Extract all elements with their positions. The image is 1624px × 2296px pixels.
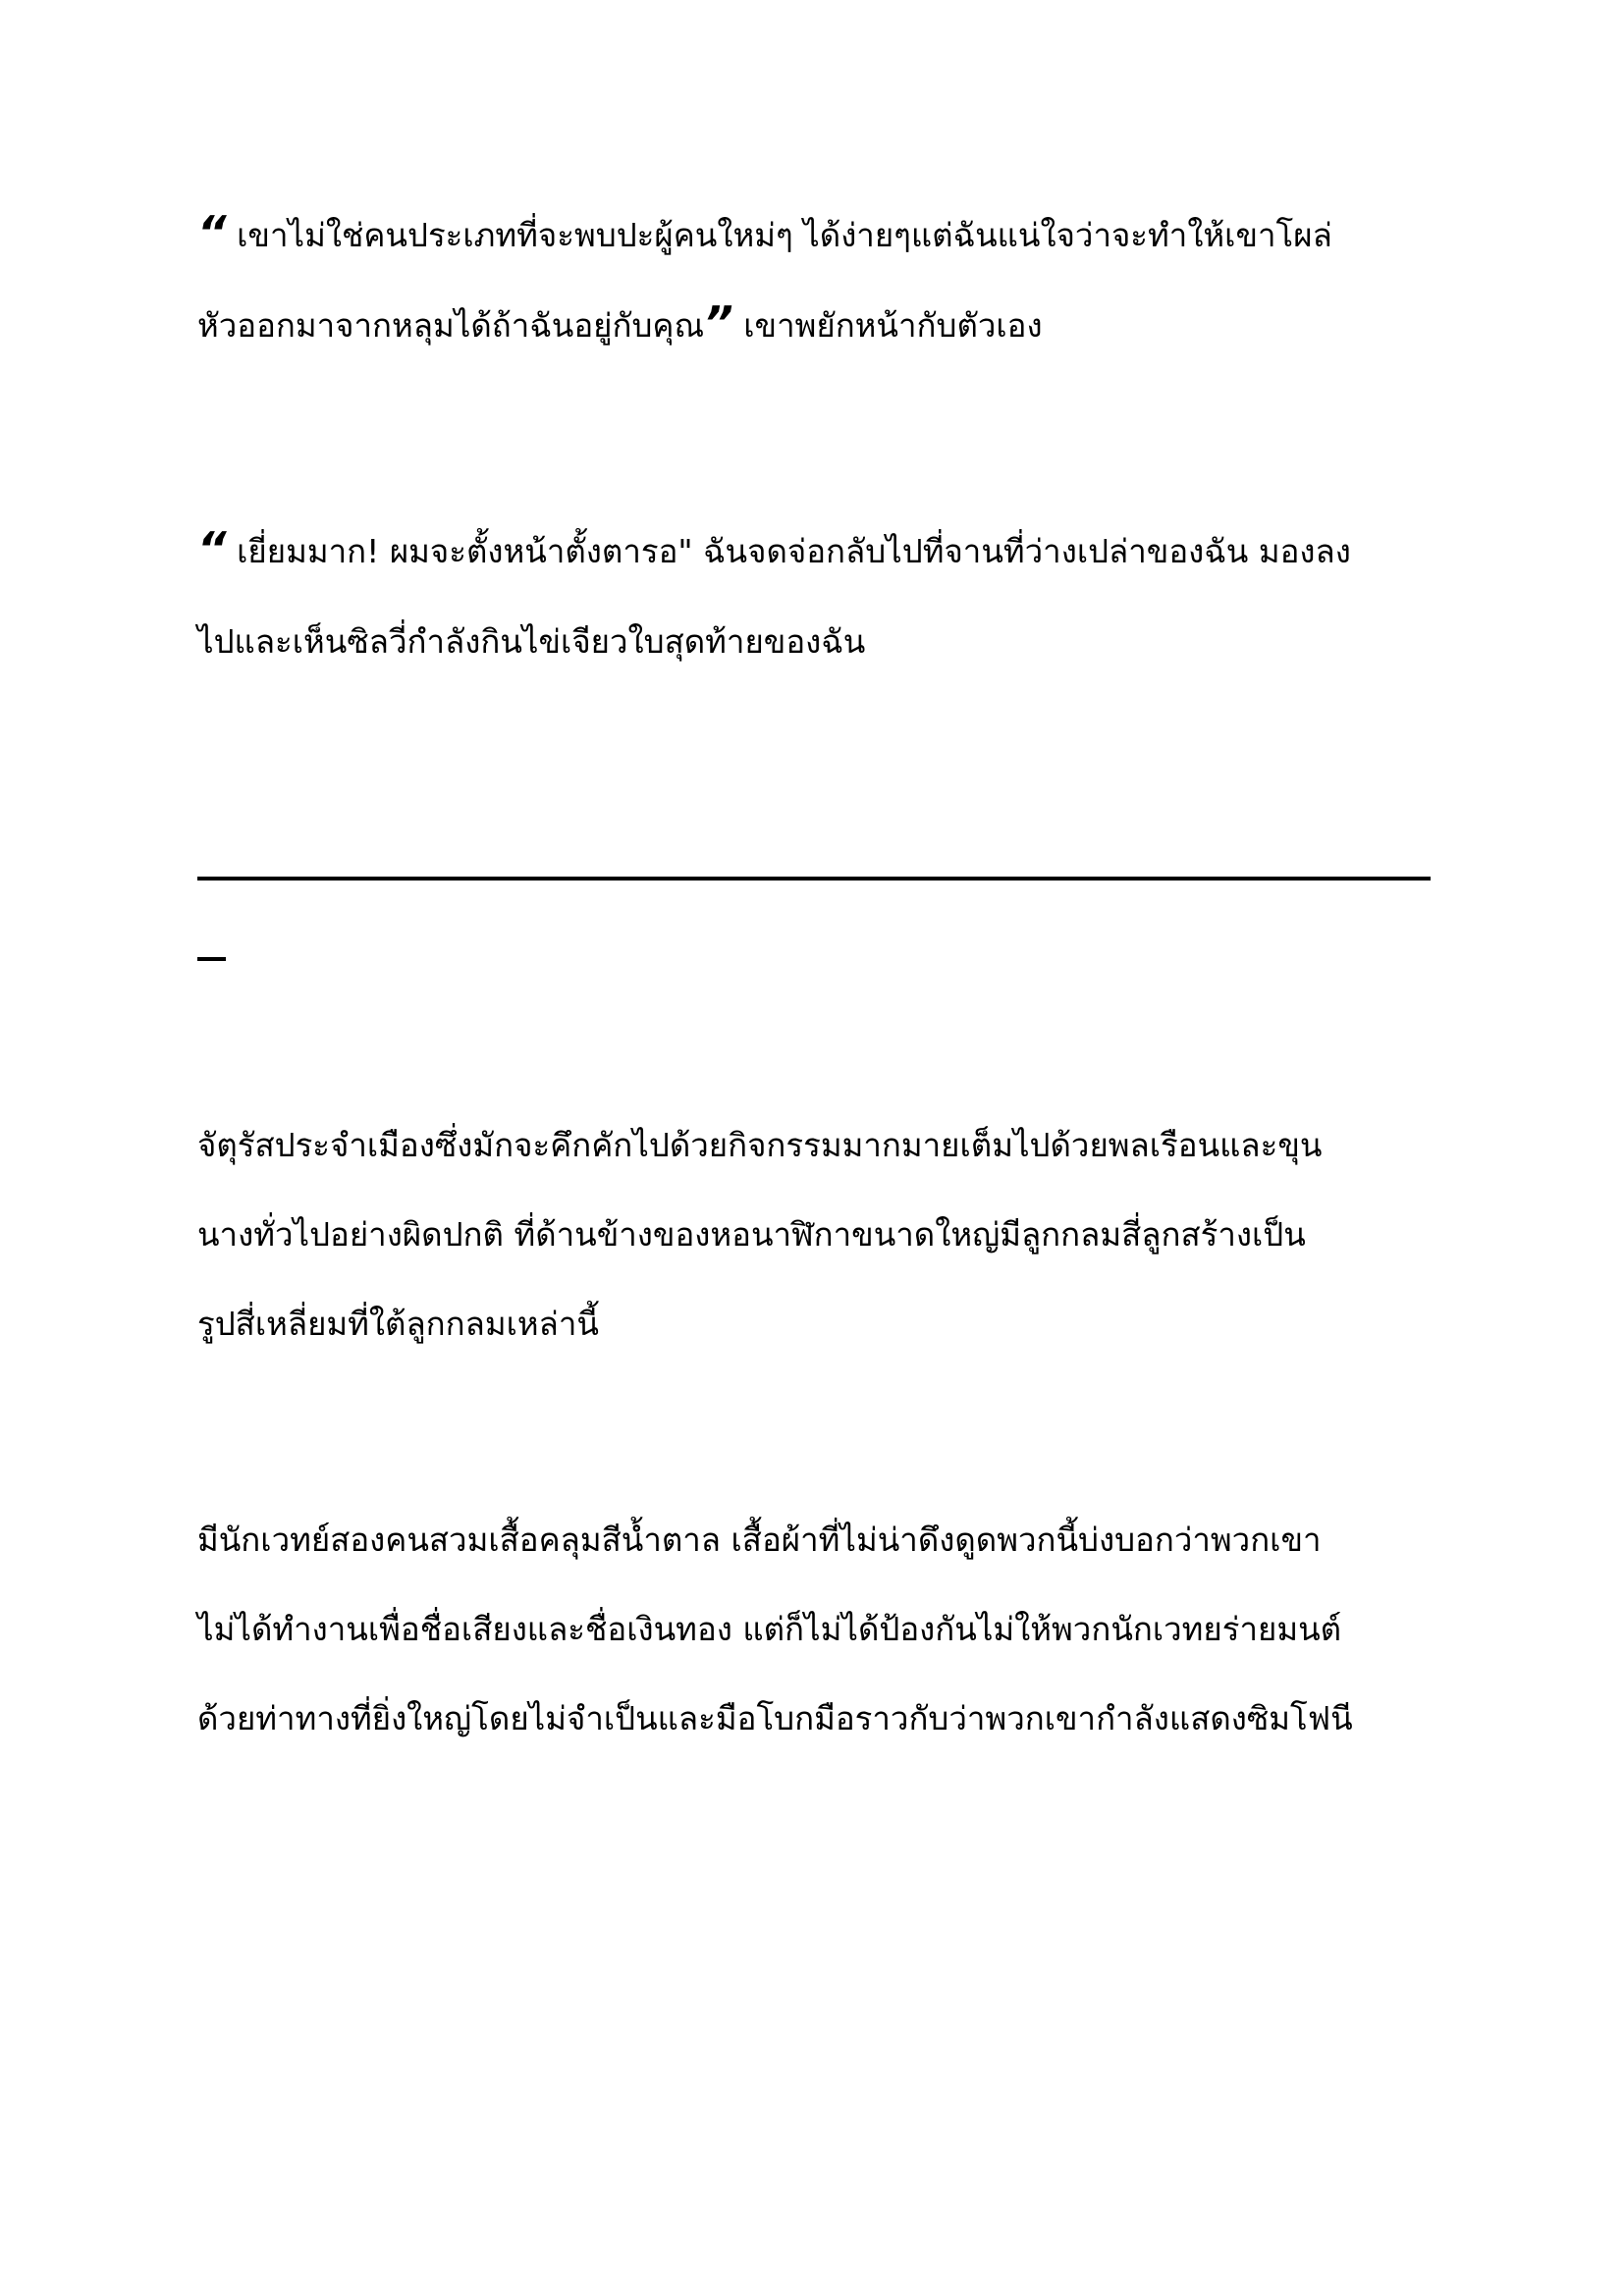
text-run: เยี่ยมมาก! ผมจะตั้งหน้าตั้งตารอ" ฉันจดจ่อกลับไปที่จานที่ว่างเปล่าของฉัน มองลง: [226, 532, 1351, 570]
horizontal-rule: [197, 877, 1431, 881]
rule-stub: [197, 957, 226, 961]
text-run: นางทั่วไปอย่างผิดปกติ ที่ด้านข้างของหอนาฬิกาขนาดใหญ่มีลูกกลมสี่ลูกสร้างเป็น: [197, 1215, 1306, 1254]
open-quote: “: [197, 522, 227, 575]
paragraph-3-line-1: [197, 1122, 1435, 1169]
paragraph-1-line-1: [197, 206, 1435, 259]
paragraph-4-line-3: [197, 1695, 1435, 1742]
paragraph-3-line-2: [197, 1211, 1435, 1258]
text-run: เขาไม่ใช่คนประเภทที่จะพบปะผู้คนใหม่ๆ ได้ง่ายๆแต่ฉันแน่ใจว่าจะทำให้เขาโผล่: [226, 216, 1332, 254]
text-run: ด้วยท่าทางที่ยิ่งใหญ่โดยไม่จำเป็นและมือโบกมือราวกับว่าพวกเขากำลังแสดงซิมโฟนี: [197, 1699, 1353, 1737]
open-quote: “: [197, 206, 227, 259]
close-quote: ”: [704, 296, 733, 349]
text-run: มีนักเวทย์สองคนสวมเสื้อคลุมสีน้ำตาล เสื้อผ้าที่ไม่น่าดึงดูดพวกนี้บ่งบอกว่าพวกเขา: [197, 1521, 1322, 1559]
text-run: เขาพยักหน้ากับตัวเอง: [732, 306, 1043, 345]
text-run: หัวออกมาจากหลุมได้ถ้าฉันอยู่กับคุณ: [197, 306, 705, 345]
text-run: จัตุรัสประจำเมืองซึ่งมักจะคึกคักไปด้วยกิจกรรมมากมายเต็มไปด้วยพลเรือนและขุน: [197, 1126, 1323, 1164]
text-run: ไปและเห็นซิลวี่กำลังกินไข่เจียวใบสุดท้ายของฉัน: [197, 622, 866, 661]
paragraph-1-line-2: [197, 296, 1435, 349]
paragraph-2-line-2: [197, 618, 1435, 666]
paragraph-2-line-1: [197, 522, 1435, 575]
text-run: ไม่ได้ทำงานเพื่อชื่อเสียงและชื่อเงินทอง แต่ก็ไม่ได้ป้องกันไม่ให้พวกนักเวทยร่ายมนต์: [197, 1610, 1342, 1648]
text-run: รูปสี่เหลี่ยมที่ใต้ลูกกลมเหล่านี้: [197, 1305, 599, 1343]
paragraph-3-line-3: [197, 1301, 1435, 1348]
paragraph-4-line-1: [197, 1517, 1435, 1564]
paragraph-4-line-2: [197, 1606, 1435, 1653]
